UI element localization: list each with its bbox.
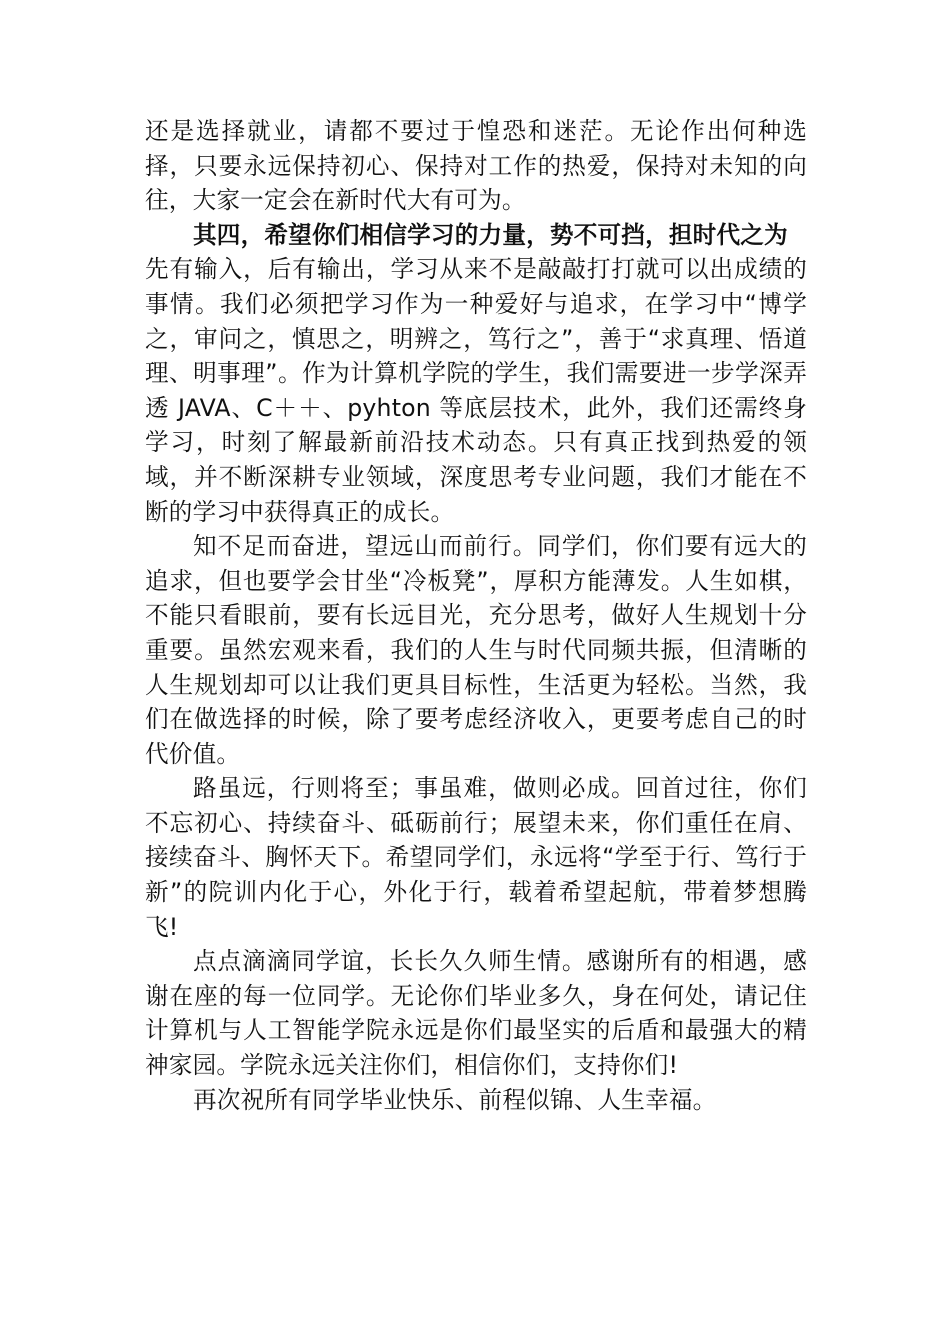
paragraph-text: 先有输入，后有输出，学习从来不是敲敲打打就可以出成绩的事情。我们必须把学习作为一种爱好与追求，在学习中“博学之，审问之，慎思之，明辨之，笃行之”，善于“求真理、悟道理、明事理”。作为计算机学院的学生，我们需要进一步学深弄透 JAVA、C＋＋、pyhton 等底层技术，此外，我们还需终身学习，时刻了解最新前沿技术动态。只有真正找到热爱的领域，并不断深耕专业领域，深度思考专业问题，我们才能在不断的学习中获得真正的成长。 <box>145 255 807 526</box>
paragraph-fourth-point <box>145 218 807 529</box>
paragraph-gratitude <box>145 944 807 1082</box>
paragraph-continuation <box>145 114 807 218</box>
paragraph-text: 还是选择就业，请都不要过于惶恐和迷茫。无论作出何种选择，只要永远保持初心、保持对工作的热爱，保持对未知的向往，大家一定会在新时代大有可为。 <box>145 117 807 215</box>
paragraph-text: 点点滴滴同学谊，长长久久师生情。感谢所有的相遇，感谢在座的每一位同学。无论你们毕业多久，身在何处，请记住计算机与人工智能学院永远是你们最坚实的后盾和最强大的精神家园。学院永远关注你们，相信你们，支持你们! <box>145 947 807 1080</box>
paragraph-closing <box>145 1083 807 1118</box>
paragraph-text: 知不足而奋进，望远山而前行。同学们，你们要有远大的追求，但也要学会甘坐“冷板凳”，厚积方能薄发。人生如棋，不能只看眼前，要有长远目光，充分思考，做好人生规划十分重要。虽然宏观来看，我们的人生与时代同频共振，但清晰的人生规划却可以让我们更具目标性，生活更为轻松。当然，我们在做选择的时候，除了要考虑经济收入，更要考虑自己的时代价值。 <box>145 532 807 768</box>
section-heading: 其四，希望你们相信学习的力量，势不可挡，担时代之为 <box>193 220 788 249</box>
paragraph-text: 再次祝所有同学毕业快乐、前程似锦、人生幸福。 <box>193 1085 717 1114</box>
paragraph-text: 路虽远，行则将至；事虽难，做则必成。回首过往，你们不忘初心、持续奋斗、砥砺前行；展望未来，你们重任在肩、接续奋斗、胸怀天下。希望同学们，永远将“学至于行、笃行于新”的院训内化于心，外化于行，载着希望起航，带着梦想腾飞! <box>145 774 807 941</box>
paragraph-ambition <box>145 529 807 771</box>
document-body <box>145 114 807 1117</box>
paragraph-road <box>145 771 807 944</box>
